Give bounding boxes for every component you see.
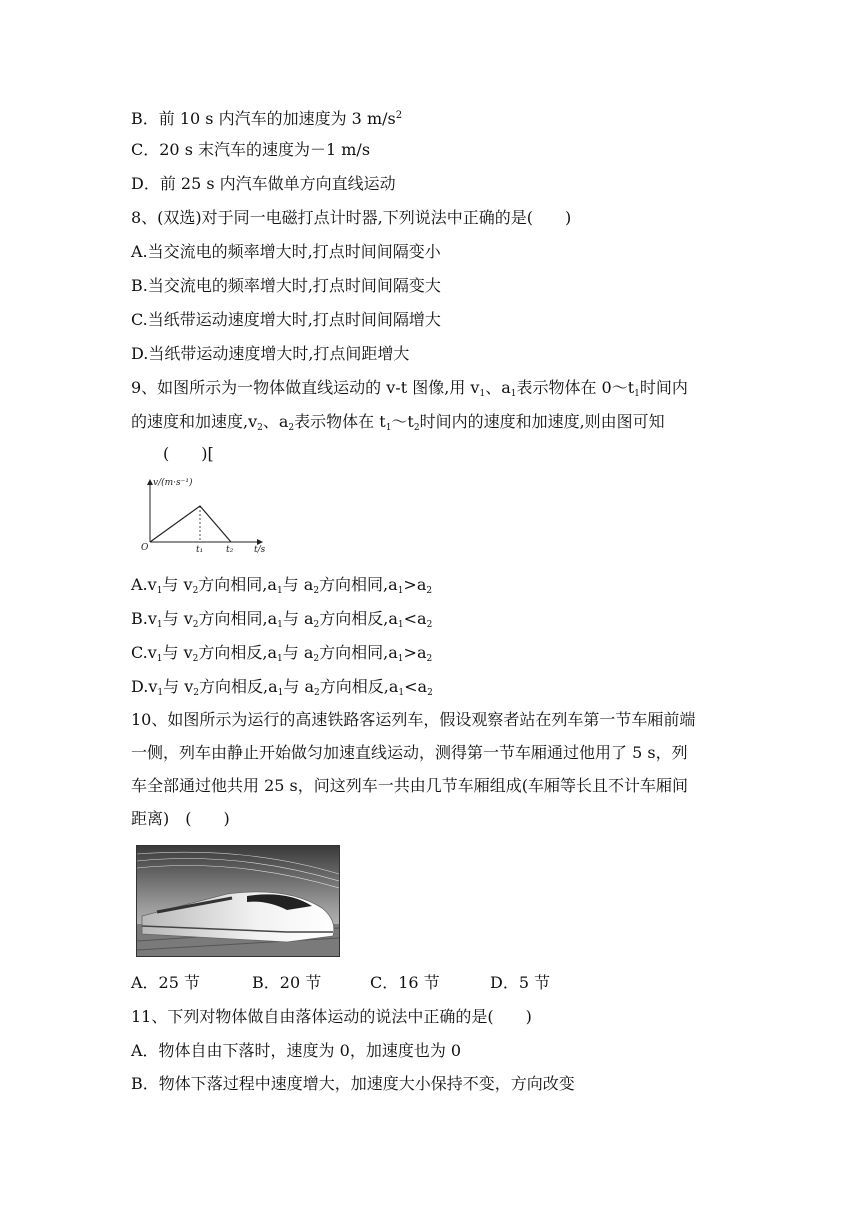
q11-option-a: A．物体自由下落时，速度为 0，加速度也为 0 bbox=[131, 1041, 462, 1060]
vt-graph bbox=[138, 476, 268, 554]
q8-option-b: B.当交流电的频率增大时,打点时间间隔变大 bbox=[131, 276, 441, 295]
vt-line bbox=[150, 506, 231, 542]
q10-stem-line-4: 距离) ( ) bbox=[131, 809, 230, 828]
q9-stem-line-1: 9、如图所示为一物体做直线运动的 v-t 图像,用 $v_1$、$a_1$表示物体在 $0\sim t_1$时间内 bbox=[131, 378, 688, 399]
high-speed-train-image bbox=[136, 845, 340, 957]
q9-option-c: $C.v_1$与 $v_2$方向相反$,a_1$与 $a_2$方向相同$,a_1>a_2$ bbox=[131, 643, 433, 664]
q8-option-c: C.当纸带运动速度增大时,打点时间间隔增大 bbox=[131, 310, 441, 329]
q9-answer-bracket: ( )[ bbox=[163, 444, 214, 463]
q10-stem-line-3: 车全部通过他共用 25 s，问这列车一共由几节车厢组成(车厢等长且不计车厢间 bbox=[131, 776, 688, 795]
q9-option-d: $D.v_1$与 $v_2$方向相反$,a_1$与 $a_2$方向相反$,a_1<a_2$ bbox=[131, 677, 433, 698]
q7-option-c: C．20 s 末汽车的速度为－1 m/s bbox=[131, 140, 371, 159]
q10-option-c: C．16 节 bbox=[370, 973, 440, 992]
q8-option-a: A.当交流电的频率增大时,打点时间间隔变小 bbox=[131, 242, 441, 261]
q8-option-d: D.当纸带运动速度增大时,打点间距增大 bbox=[131, 344, 410, 363]
q10-option-b: B．20 节 bbox=[252, 973, 322, 992]
v-axis-label: v/(m·s⁻¹) bbox=[153, 478, 193, 488]
q9-option-a: $A.v_1$与 $v_2$方向相同$,a_1$与 $a_2$方向相同$,a_1>a_2$ bbox=[131, 575, 433, 596]
q10-option-a: A．25 节 bbox=[131, 973, 201, 992]
t-axis-label: t/s bbox=[254, 545, 266, 554]
q9-option-b: $B.v_1$与 $v_2$方向相同$,a_1$与 $a_2$方向相反$,a_1<a_2$ bbox=[131, 609, 433, 630]
q10-option-d: D．5 节 bbox=[490, 973, 551, 992]
q9-stem-line-2: 的速度和加速度$,v_2$、$a_2$表示物体在 $t_1\sim t_2$时间内的速度和加速度,则由图可知 bbox=[131, 412, 665, 433]
q11-stem: 11、下列对物体做自由落体运动的说法中正确的是( ) bbox=[131, 1007, 532, 1026]
q10-stem-line-2: 一侧，列车由静止开始做匀加速直线运动，测得第一节车厢通过他用了 5 s，列 bbox=[131, 743, 688, 762]
q8-stem: 8、(双选)对于同一电磁打点计时器,下列说法中正确的是( ) bbox=[131, 208, 572, 227]
q10-stem-line-1: 10、如图所示为运行的高速铁路客运列车，假设观察者站在列车第一节车厢前端 bbox=[131, 710, 696, 729]
origin-label: O bbox=[141, 543, 149, 553]
q7-option-d: D．前 25 s 内汽车做单方向直线运动 bbox=[131, 174, 396, 193]
q11-option-b: B．物体下落过程中速度增大，加速度大小保持不变，方向改变 bbox=[131, 1074, 575, 1093]
t1-label: t₁ bbox=[196, 545, 204, 554]
q7-option-b: B．前 10 s 内汽车的加速度为 3 $m/s^2$ bbox=[131, 109, 403, 128]
t2-label: t₂ bbox=[226, 545, 234, 554]
